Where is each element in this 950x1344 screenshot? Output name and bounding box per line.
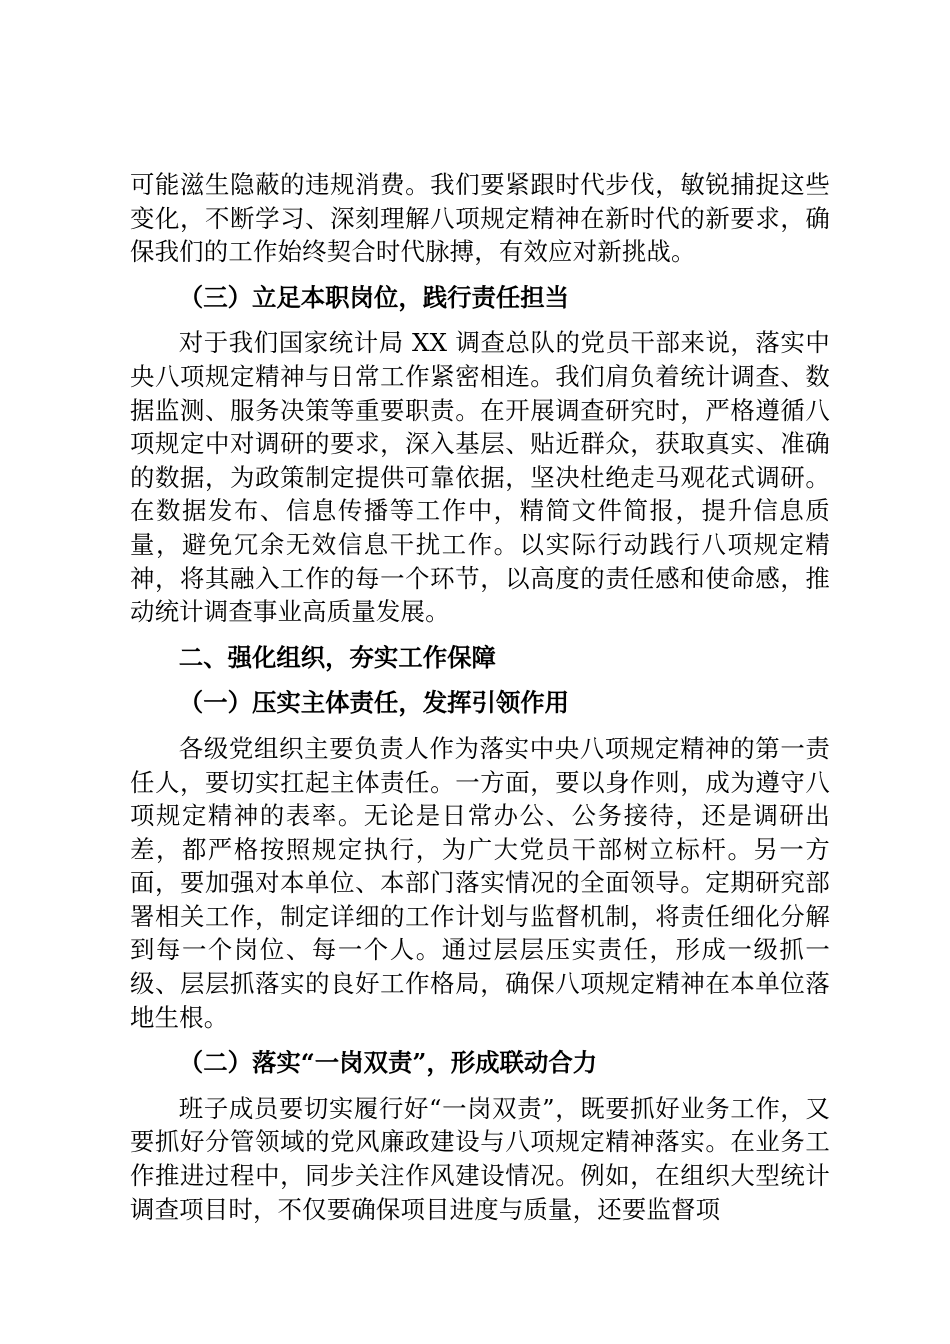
section-heading-1: （一）压实主体责任，发挥引领作用	[178, 688, 570, 718]
paragraph-main-responsibility: 各级党组织主要负责人作为落实中央八项规定精神的第一责任人，要切实扛起主体责任。一方面，要以身作则，成为遵守八项规定精神的表率。无论是日常办公、公务接待，还是调研出差，都严格按照规定执行，为广大党员干部树立标杆。另一方面，要加强对本单位、本部门落实情况的全面领导。定期研究部署相关工作，制定详细的工作计划与监督机制，将责任细化分解到每一个岗位、每一个人。通过层层压实责任，形成一级抓一级、层层抓落实的良好工作格局，确保八项规定精神在本单位落地生根。	[130, 733, 830, 1032]
chapter-heading-2: 二、强化组织，夯实工作保障	[178, 642, 496, 672]
document-body	[130, 168, 830, 1226]
section-heading-2: （二）落实“一岗双责”，形成联动合力	[178, 1048, 598, 1078]
paragraph-responsibility: 对于我们国家统计局 XX 调查总队的党员干部来说，落实中央八项规定精神与日常工作紧密相连。我们肩负着统计调查、数据监测、服务决策等重要职责。在开展调查研究时，严格遵循八项规定中对调研的要求，深入基层、贴近群众，获取真实、准确的数据，为政策制定提供可靠依据，坚决杜绝走马观花式调研。在数据发布、信息传播等工作中，精简文件简报，提升信息质量，避免冗余无效信息干扰工作。以实际行动践行八项规定精神，将其融入工作的每一个环节，以高度的责任感和使命感，推动统计调查事业高质量发展。	[130, 328, 830, 627]
paragraph-dual-responsibility: 班子成员要切实履行好“一岗双责”，既要抓好业务工作，又要抓好分管领域的党风廉政建设与八项规定精神落实。在业务工作推进过程中，同步关注作风建设情况。例如，在组织大型统计调查项目时，不仅要确保项目进度与质量，还要监督项	[130, 1093, 830, 1224]
paragraph-continuation: 可能滋生隐蔽的违规消费。我们要紧跟时代步伐，敏锐捕捉这些变化，不断学习、深刻理解八项规定精神在新时代的新要求，确保我们的工作始终契合时代脉搏，有效应对新挑战。	[130, 170, 830, 267]
section-heading-3: （三）立足本职岗位，践行责任担当	[178, 282, 570, 312]
